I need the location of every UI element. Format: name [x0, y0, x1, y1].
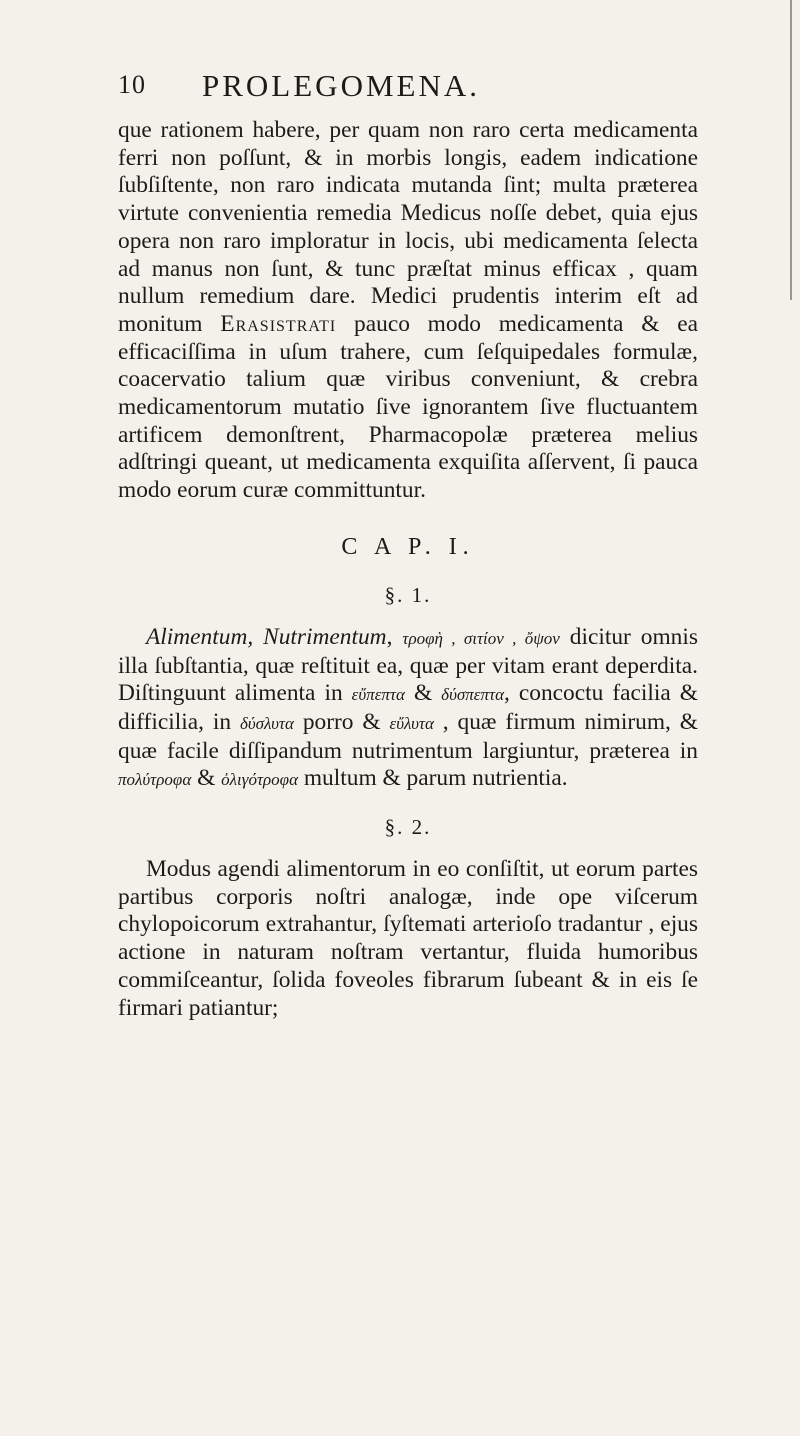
greek-term-euluta: εὔλυτα: [389, 713, 434, 733]
greek-term-eupepta: εὔπεπτα: [351, 685, 405, 705]
author-name-erasistratus: Erasistrati: [220, 310, 337, 337]
page-body: [118, 117, 698, 1022]
section-1-paragraph: [118, 624, 698, 794]
running-head: PROLEGOMENA.: [202, 68, 480, 103]
text-run: multum & parum nutrientia.: [298, 765, 568, 792]
text-run: dicitur omnis illa ſubſtantia, quæ reſtituit ea, quæ per vitam erant deperdita. Diſtinguunt alimenta in: [118, 623, 698, 707]
section-2-paragraph: Modus agendi alimentorum in eo conſiſtit, ut eorum partes partibus corporis noſtri analogæ, inde ope viſcerum chylopoicorum extrahantur, ſyſtemati arterioſo tradantur , ejus actione in naturam noſtram vertantur, fluida humoribus commiſceantur, ſolida foveoles fibrarum ſubeant & in eis ſe firmari patiantur;: [118, 856, 698, 1021]
page-edge-line: [790, 0, 792, 300]
term-alimentum: Alimentum, Nutrimentum: [146, 623, 387, 650]
text-run: ,: [386, 623, 403, 650]
page-header: [118, 70, 678, 110]
chapter-heading: C A P. I.: [341, 533, 475, 560]
text-run: , quæ firmum nimirum, & quæ facile diſſipandum nutrimentum largiuntur, præterea in: [118, 708, 698, 764]
text-run: , concoctu facilia & difficilia, in: [118, 680, 698, 735]
paragraph-continued: [118, 117, 698, 505]
text-run: &: [191, 765, 222, 792]
text-run: &: [404, 680, 442, 707]
section-heading-2: §. 2.: [384, 815, 432, 840]
greek-term-dyspepta: δύσπεπτα: [441, 685, 505, 705]
greek-term-polytropha: πολύτροφα: [118, 770, 192, 790]
section-heading-1: §. 1.: [384, 582, 432, 607]
greek-term-oligotropha: ὀλιγότροφα: [221, 770, 299, 790]
greek-term-trophe: τροφὴ , σιτίον , ὄψον: [402, 628, 560, 648]
text-run: porro &: [293, 708, 390, 735]
paragraph-text-a: que rationem habere, per quam non raro certa medicamenta ferri non poſſunt, & in morbis longis, eadem indicatione ſubſiſtente, non raro indicata mutanda ſint; multa præterea virtute convenientia remedia Medicus noſſe debet, quia ejus opera non raro imploratur in locis, ubi medicamenta ſelecta ad manus non ſunt, & tunc præſtat minus efficax , quam nullum remedium dare. Medici prudentis interim eſt ad monitum: [118, 117, 698, 337]
page-number: 10: [118, 70, 146, 99]
greek-term-dysluta: δύσλυτα: [239, 713, 294, 733]
paragraph-text-b: pauco modo medicamenta & ea efficaciſſima in uſum trahere, cum ſeſquipedales formulæ, coacervatio talium quæ viribus conveniunt, & crebra medicamentorum mutatio ſive ignorantem ſive fluctuantem artificem demonſtrent, Pharmacopolæ præterea melius adſtringi queant, ut medicamenta exquiſita aſſervent, ſi pauca modo eorum curæ committuntur.: [118, 310, 698, 504]
